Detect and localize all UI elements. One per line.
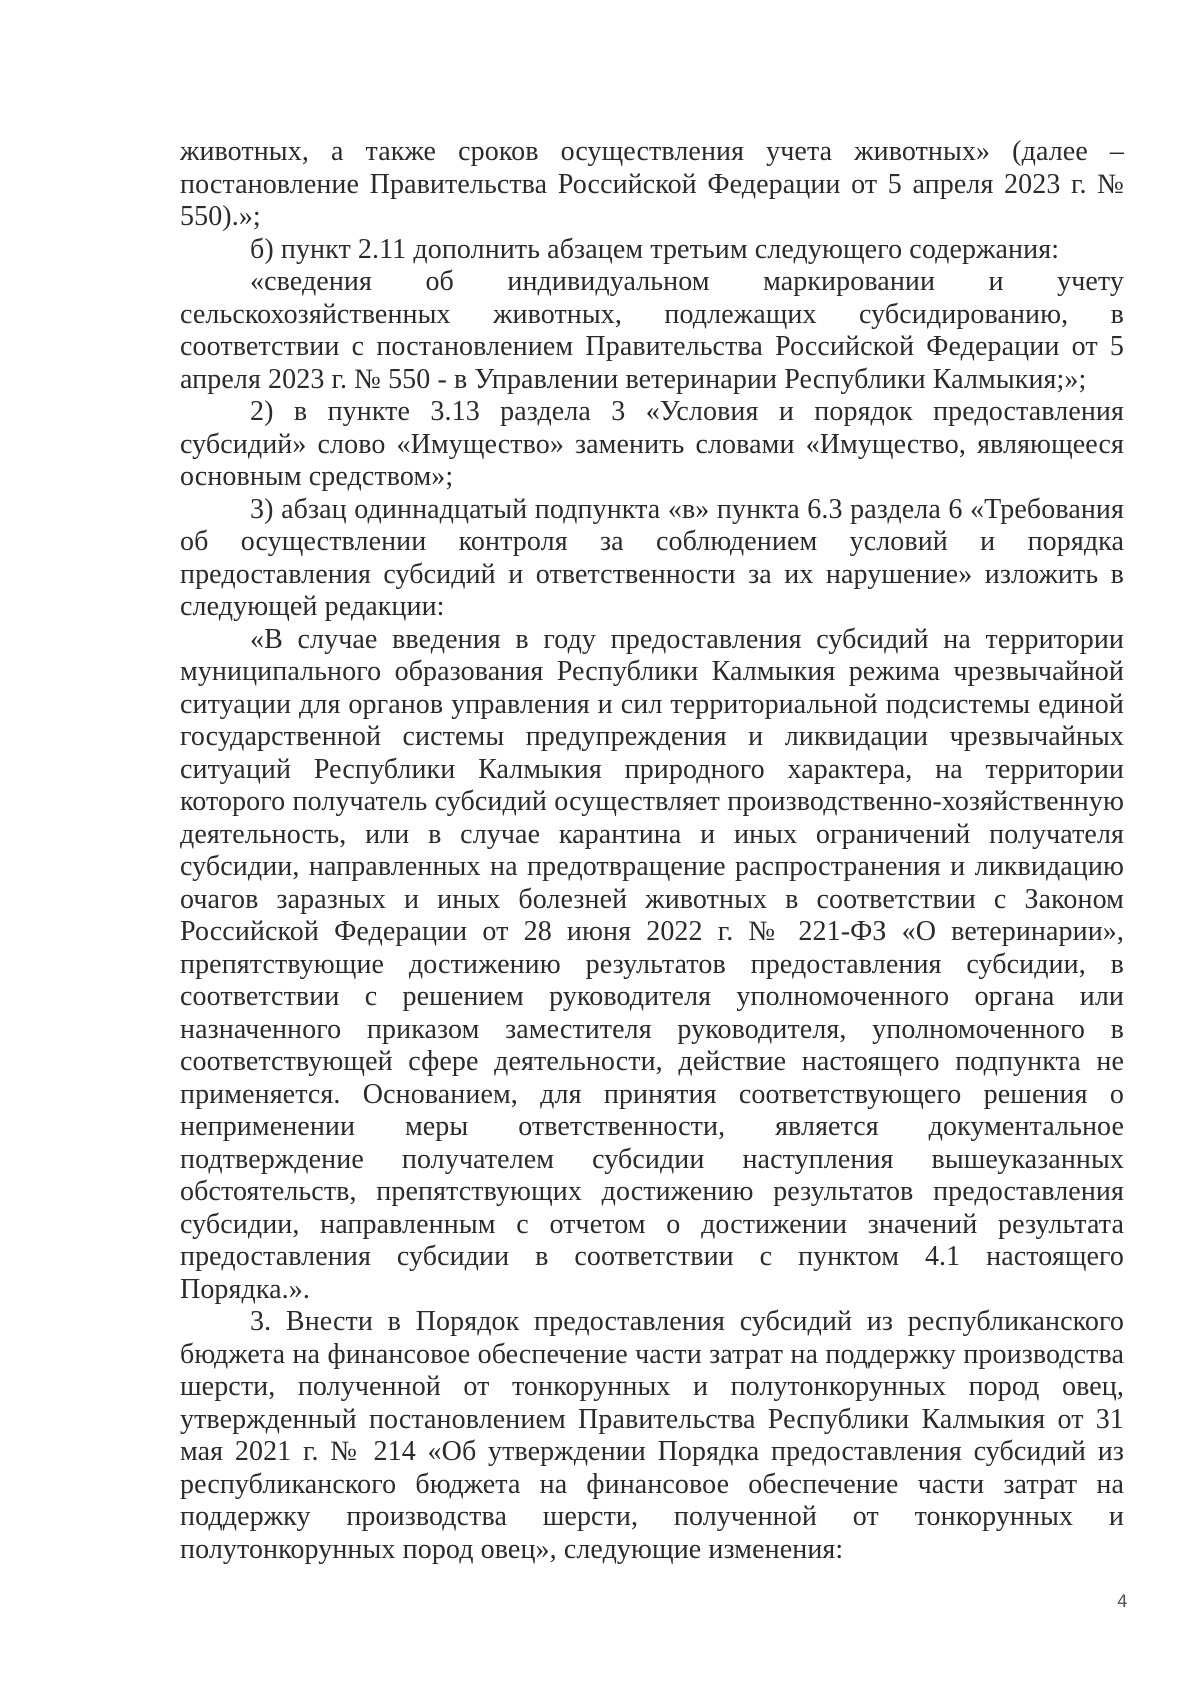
paragraph-quote-info: «сведения об индивидуальном маркировании и учету сельскохозяйственных животных, подлежащих субсидированию, в соответствии с постановлением Правительства Российской Федерации от 5 апреля 2023 г. № 550 - в Управлении ветеринарии Республики Калмыкия;»; — [180, 266, 1124, 395]
page-number: 4 — [1117, 1592, 1128, 1612]
document-body — [180, 136, 1124, 1566]
paragraph-item-3: 3) абзац одиннадцатый подпункта «в» пункта 6.3 раздела 6 «Требования об осуществлении контроля за соблюдением условий и порядка предоставления субсидий и ответственности за их нарушение» изложить в следующей редакции: — [180, 493, 1124, 622]
paragraph-quote-emergency: «В случае введения в году предоставления субсидий на территории муниципального образования Республики Калмыкия режима чрезвычайной ситуации для органов управления и сил территориальной подсистемы единой государственной системы предупреждения и ликвидации чрезвычайных ситуаций Республики Калмыкия природного характера, на территории которого получатель субсидий осуществляет производственно-хозяйственную деятельность, или в случае карантина и иных ограничений получателя субсидии, направленных на предотвращение распространения и ликвидацию очагов заразных и иных болезней животных в соответствии с Законом Российской Федерации от 28 июня 2022 г. № 221-ФЗ «О ветеринарии», препятствующие достижению результатов предоставления субсидии, в соответствии с решением руководителя уполномоченного органа или назначенного приказом заместителя руководителя, уполномоченного в соответствующей сфере деятельности, действие настоящего подпункта не применяется. Основанием, для принятия соответствующего решения о неприменении меры ответственности, является документальное подтверждение получателем субсидии наступления вышеуказанных обстоятельств, препятствующих достижению результатов предоставления субсидии, направленным с отчетом о достижении значений результата предоставления субсидии в соответствии с пунктом 4.1 настоящего Порядка.». — [180, 623, 1124, 1305]
paragraph-section-3: 3. Внести в Порядок предоставления субсидий из республиканского бюджета на финансовое обеспечение части затрат на поддержку производства шерсти, полученной от тонкорунных и полутонкорунных пород овец, утвержденный постановлением Правительства Республики Калмыкия от 31 мая 2021 г. № 214 «Об утверждении Порядка предоставления субсидий из республиканского бюджета на финансовое обеспечение части затрат на поддержку производства шерсти, полученной от тонкорунных и полутонкорунных пород овец», следующие изменения: — [180, 1306, 1124, 1565]
paragraph-continuation: животных, а также сроков осуществления учета животных» (далее – постановление Правительства Российской Федерации от 5 апреля 2023 г. № 550).»; — [180, 136, 1124, 232]
paragraph-item-b: б) пункт 2.11 дополнить абзацем третьим следующего содержания: — [250, 233, 1060, 265]
paragraph-item-2: 2) в пункте 3.13 раздела 3 «Условия и порядок предоставления субсидий» слово «Имущество» заменить словами «Имущество, являющееся основным средством»; — [180, 396, 1124, 492]
